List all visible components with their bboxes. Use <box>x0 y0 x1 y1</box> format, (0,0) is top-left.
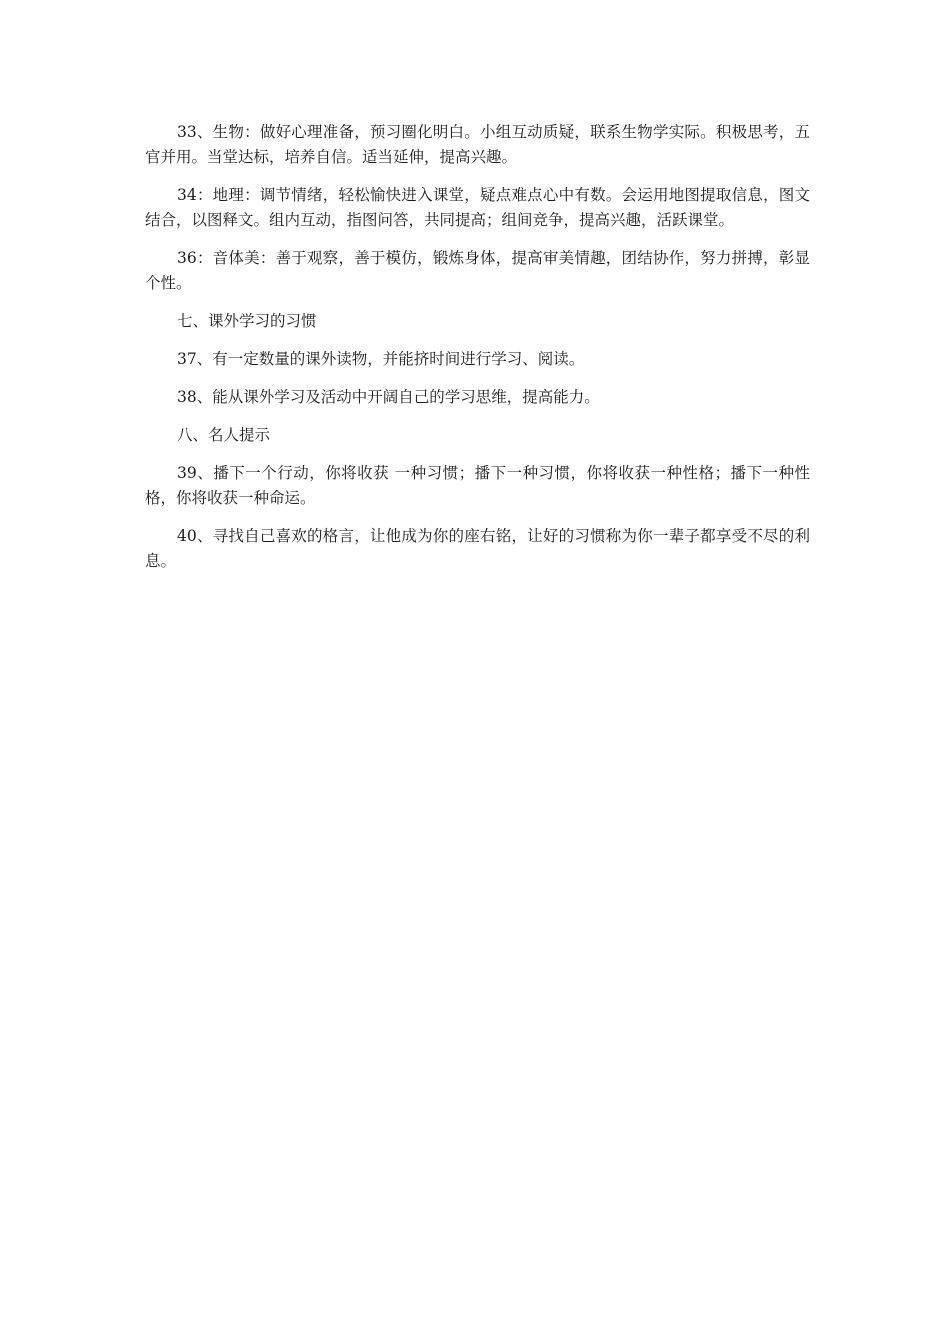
document-body <box>145 120 810 587</box>
section-heading-extracurricular: 七、课外学习的习惯 <box>177 312 317 330</box>
paragraph-item-39: 39、播下一个行动，你将收获 一种习惯；播下一种习惯，你将收获一种性格；播下一种性格，你将收获一种命运。 <box>145 464 810 507</box>
section-heading-famous-quotes: 八、名人提示 <box>177 426 271 444</box>
paragraph-biology: 33、生物：做好心理准备，预习圈化明白。小组互动质疑，联系生物学实际。积极思考，五官并用。当堂达标，培养自信。适当延伸，提高兴趣。 <box>145 123 810 166</box>
paragraph-item-38: 38、能从课外学习及活动中开阔自己的学习思维，提高能力。 <box>177 388 600 406</box>
paragraph-item-37: 37、有一定数量的课外读物，并能挤时间进行学习、阅读。 <box>177 350 585 368</box>
paragraph-geography: 34：地理：调节情绪，轻松愉快进入课堂，疑点难点心中有数。会运用地图提取信息，图文结合，以图释文。组内互动，指图问答，共同提高；组间竞争，提高兴趣，活跃课堂。 <box>145 186 810 229</box>
paragraph-arts-sports: 36：音体美：善于观察，善于模仿，锻炼身体，提高审美情趣，团结协作，努力拼搏，彰显个性。 <box>145 249 810 292</box>
paragraph-item-40: 40、寻找自己喜欢的格言，让他成为你的座右铭，让好的习惯称为你一辈子都享受不尽的利息。 <box>145 527 810 570</box>
